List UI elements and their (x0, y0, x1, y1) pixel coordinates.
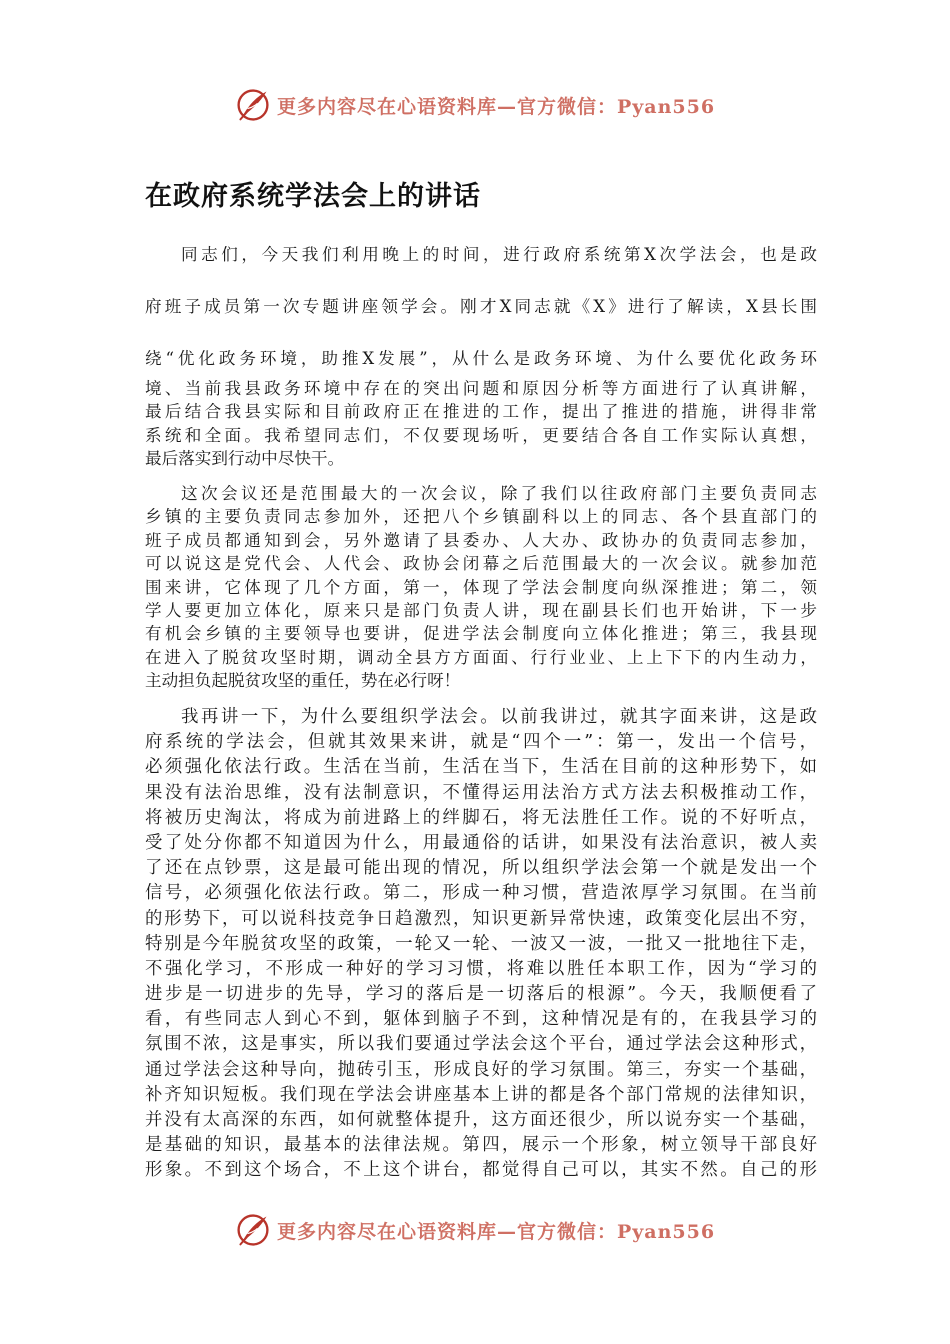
text-line: 将被历史淘汰，将成为前进路上的绊脚石，将无法胜任工作。说的不好听点， (145, 807, 817, 828)
text-line: 班子成员都通知到会，另外邀请了县委办、人大办、政协办的负责同志参加， (145, 530, 817, 550)
header-banner (0, 83, 950, 127)
text-line: 系统和全面。我希望同志们，不仅要现场听，更要结合各自工作实际认真想， (145, 425, 817, 445)
text-line: 围来讲，它体现了几个方面，第一，体现了学法会制度向纵深推进；第二，领 (145, 577, 817, 597)
paragraph-1-tight (145, 377, 817, 471)
text-line: 这次会议还是范围最大的一次会议，除了我们以往政府部门主要负责同志 (181, 484, 817, 503)
text-line: 府班子成员第一次专题讲座领学会。刚才X同志就《X》进行了解读，X县长围 (145, 297, 817, 316)
text-line: 了还在点钞票，这是最可能出现的情况，所以组织学法会第一个就是发出一个 (145, 858, 817, 879)
text-line: 可以说这是党代会、人代会、政协会闭幕之后范围最大的一次会议。就参加范 (145, 554, 817, 574)
text-line: 最后落实到行动中尽快干。 (145, 449, 345, 469)
text-line: 是基础的知识，最基本的法律法规。第四，展示一个形象，树立领导干部良好 (145, 1135, 817, 1156)
paragraph-2 (145, 482, 817, 693)
paragraph-3 (145, 705, 817, 1184)
quill-logo-icon (235, 87, 271, 123)
text-line: 主动担负起脱贫攻坚的重任，势在必行呀！ (145, 671, 461, 691)
text-line: 乡镇的主要负责同志参加外，还把八个乡镇副科以上的同志、各个县直部门的 (145, 507, 817, 527)
paragraph-1-loose (145, 241, 817, 397)
text-line: 并没有太高深的东西，如何就整体提升，这方面还很少，所以说夯实一个基础， (145, 1110, 817, 1130)
text-line: 有机会乡镇的主要领导也要讲，促进学法会制度向立体化推进；第三，我县现 (145, 624, 817, 644)
text-line: 不强化学习，不形成一种好的学习习惯，将难以胜任本职工作，因为“学习的 (145, 958, 817, 979)
text-line: 形象。不到这个场合，不上这个讲台，都觉得自己可以，其实不然。自己的形 (145, 1160, 817, 1181)
text-line: 府系统的学法会，但就其效果来讲，就是“四个一”：第一，发出一个信号， (145, 732, 817, 753)
text-line: 我再讲一下，为什么要组织学法会。以前我讲过，就其字面来讲，这是政 (181, 707, 817, 727)
text-line: 同志们，今天我们利用晚上的时间，进行政府系统第X次学法会，也是政 (181, 245, 817, 264)
text-line: 看，有些同志人到心不到，躯体到脑子不到，这种情况是有的，在我县学习的 (145, 1009, 817, 1030)
footer-banner-text: 更多内容尽在心语资料库—官方微信：Pyan556 (276, 1220, 716, 1243)
text-line: 境、当前我县政务环境中存在的突出问题和原因分析等方面进行了认真讲解， (145, 379, 817, 398)
text-line: 受了处分你都不知道因为什么，用最通俗的话讲，如果没有法治意识，被人卖 (145, 832, 817, 853)
text-line: 信号，必须强化依法行政。第二，形成一种习惯，营造浓厚学习氛围。在当前 (145, 883, 817, 904)
text-line: 的形势下，可以说科技竞争日趋激烈，知识更新异常快速，政策变化层出不穷， (145, 908, 817, 929)
text-line: 特别是今年脱贫攻坚的政策，一轮又一轮、一波又一波，一批又一批地往下走， (145, 933, 817, 954)
header-banner-text: 更多内容尽在心语资料库—官方微信：Pyan556 (276, 95, 716, 118)
text-line: 绕“优化政务环境，助推X发展”，从什么是政务环境、为什么要优化政务环 (145, 349, 817, 368)
text-line: 学人要更加立体化，原来只是部门负责人讲，现在副县长们也开始讲，下一步 (145, 600, 817, 620)
footer-banner (0, 1208, 950, 1252)
text-line: 果没有法治思维，没有法制意识，不懂得运用法治方式方法去积极推动工作， (145, 782, 817, 803)
text-line: 必须强化依法行政。生活在当前，生活在当下，生活在目前的这种形势下，如 (145, 757, 817, 778)
text-line: 最后结合我县实际和目前政府正在推进的工作，提出了推进的措施，讲得非常 (145, 402, 817, 422)
text-line: 进步是一切进步的先导，学习的落后是一切落后的根源”。今天，我顺便看了 (145, 984, 817, 1005)
text-line: 在进入了脱贫攻坚时期，调动全县方方面面、行行业业、上上下下的内生动力， (145, 647, 817, 667)
quill-logo-icon (235, 1212, 271, 1248)
text-line: 补齐知识短板。我们现在学法会讲座基本上讲的都是各个部门常规的法律知识， (145, 1084, 817, 1105)
document-title: 在政府系统学法会上的讲话 (145, 181, 481, 212)
text-line: 氛围不浓，这是事实，所以我们要通过学法会这个平台，通过学法会这种形式， (145, 1034, 817, 1055)
text-line: 通过学法会这种导向，抛砖引玉，形成良好的学习氛围。第三，夯实一个基础， (145, 1059, 817, 1080)
